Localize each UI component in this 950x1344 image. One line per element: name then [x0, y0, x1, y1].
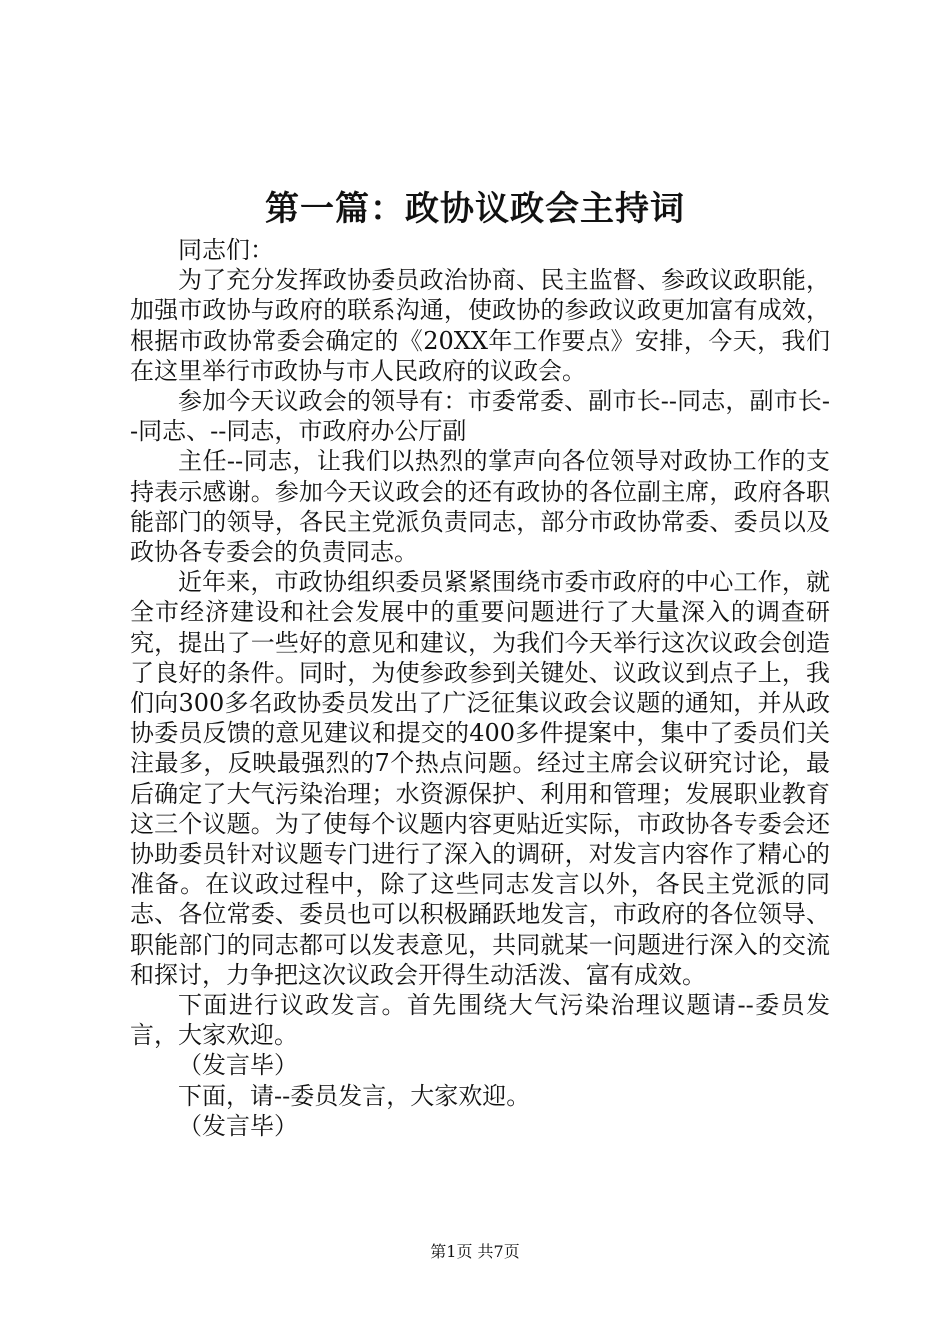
- thanks-paragraph: 主任--同志，让我们以热烈的掌声向各位领导对政协工作的支持表示感谢。参加今天议政会的还有政协的各位副主席，政府各职能部门的领导，各民主党派负责同志，部分市政协常委、委员以及政协各专委会的负责同志。: [130, 447, 830, 567]
- speech-end-note: （发言毕）: [178, 1111, 298, 1140]
- speech-end-note: （发言毕）: [178, 1051, 298, 1080]
- page-footer: 第1页 共7页: [430, 1242, 520, 1261]
- attending-leaders-paragraph: 参加今天议政会的领导有：市委常委、副市长--同志，副市长--同志、--同志，市政府办公厅副: [130, 387, 830, 446]
- background-paragraph: 近年来，市政协组织委员紧紧围绕市委市政府的中心工作，就全市经济建设和社会发展中的重要问题进行了大量深入的调查研究，提出了一些好的意见和建议，为我们今天举行这次议政会创造了良好的条件。同时，为使参政参到关键处、议政议到点子上，我们向300多名政协委员发出了广泛征集议政会议题的通知，并从政协委员反馈的意见建议和提交的400多件提案中，集中了委员们关注最多，反映最强烈的7个热点问题。经过主席会议研究讨论，最后确定了大气污染治理；水资源保护、利用和管理；发展职业教育这三个议题。为了使每个议题内容更贴近实际，市政协各专委会还协助委员针对议题专门进行了深入的调研，对发言内容作了精心的准备。在议政过程中，除了这些同志发言以外，各民主党派的同志、各位常委、委员也可以积极踊跃地发言，市政府的各位领导、职能部门的同志都可以发表意见，共同就某一问题进行深入的交流和探讨，力争把这次议政会开得生动活泼、富有成效。: [130, 568, 830, 989]
- salutation-paragraph: 同志们：: [178, 236, 274, 264]
- first-speech-paragraph: 下面进行议政发言。首先围绕大气污染治理议题请--委员发言，大家欢迎。: [130, 991, 830, 1050]
- document-body: [130, 235, 830, 1141]
- next-speech-paragraph: 下面，请--委员发言，大家欢迎。: [178, 1081, 531, 1110]
- document-title: 第一篇：政协议政会主持词: [265, 189, 685, 229]
- intro-paragraph: 为了充分发挥政协委员政治协商、民主监督、参政议政职能，加强市政协与政府的联系沟通，使政协的参政议政更加富有成效，根据市政协常委会确定的《20XX年工作要点》安排，今天，我们在这里举行市政协与市人民政府的议政会。: [130, 266, 830, 385]
